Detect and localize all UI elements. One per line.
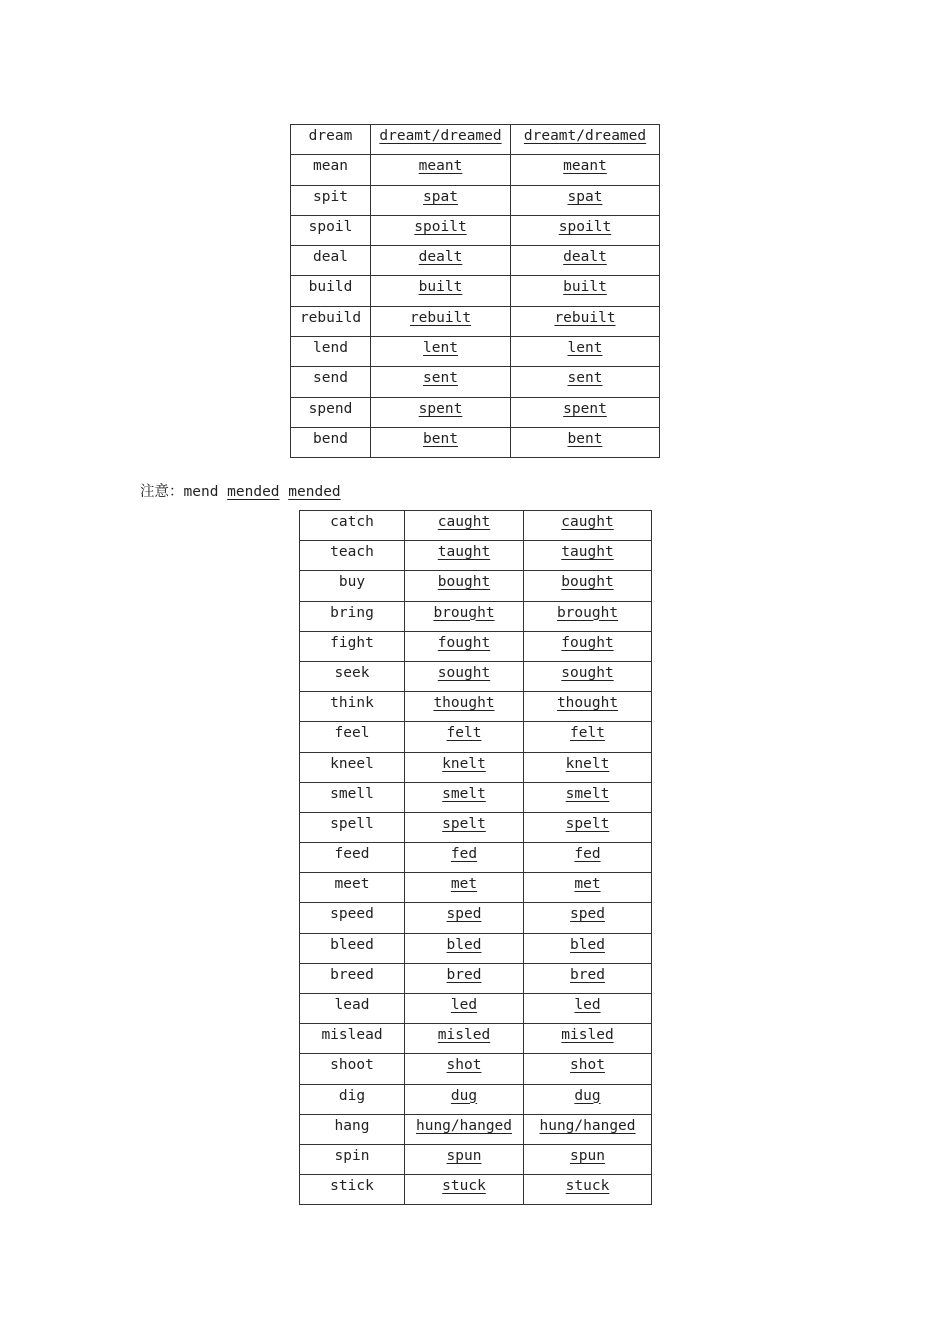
base-form-cell: think (300, 692, 405, 722)
past-participle-cell: knelt (524, 752, 652, 782)
base-form-cell: bring (300, 601, 405, 631)
past-participle-cell: thought (524, 692, 652, 722)
past-tense-cell: bred (405, 963, 524, 993)
past-participle-cell: bent (511, 427, 660, 457)
base-form-cell: rebuild (291, 306, 371, 336)
past-participle-cell: built (511, 276, 660, 306)
table-row (300, 692, 652, 722)
past-participle-cell: dealt (511, 246, 660, 276)
table-row (291, 367, 660, 397)
base-form-cell: kneel (300, 752, 405, 782)
past-tense-cell: dug (405, 1084, 524, 1114)
base-form-cell: shoot (300, 1054, 405, 1084)
irregular-verbs-table-1 (290, 124, 660, 458)
table-row (300, 1054, 652, 1084)
past-tense-cell: fed (405, 843, 524, 873)
past-tense-cell: shot (405, 1054, 524, 1084)
table-row (300, 1175, 652, 1205)
table-row (300, 601, 652, 631)
base-form-cell: stick (300, 1175, 405, 1205)
past-tense-cell: spat (371, 185, 511, 215)
past-participle-cell: met (524, 873, 652, 903)
past-tense-cell: hung/hanged (405, 1114, 524, 1144)
table-row (300, 1084, 652, 1114)
table-row (300, 782, 652, 812)
table-row (300, 511, 652, 541)
past-participle-cell: hung/hanged (524, 1114, 652, 1144)
base-form-cell: bleed (300, 933, 405, 963)
base-form-cell: mean (291, 155, 371, 185)
note-past-tense: mended (227, 484, 280, 500)
base-form-cell: feed (300, 843, 405, 873)
past-tense-cell: led (405, 994, 524, 1024)
table-row (300, 963, 652, 993)
base-form-cell: spit (291, 185, 371, 215)
table-row (291, 276, 660, 306)
base-form-cell: bend (291, 427, 371, 457)
base-form-cell: spell (300, 812, 405, 842)
past-participle-cell: spelt (524, 812, 652, 842)
base-form-cell: dream (291, 125, 371, 155)
past-participle-cell: dreamt/dreamed (511, 125, 660, 155)
table-row (300, 1144, 652, 1174)
past-tense-cell: bled (405, 933, 524, 963)
table-row (291, 337, 660, 367)
base-form-cell: smell (300, 782, 405, 812)
past-tense-cell: met (405, 873, 524, 903)
past-participle-cell: brought (524, 601, 652, 631)
past-tense-cell: dealt (371, 246, 511, 276)
table-row (291, 397, 660, 427)
table-row (291, 185, 660, 215)
table-row (300, 994, 652, 1024)
table-row (300, 631, 652, 661)
past-participle-cell: fought (524, 631, 652, 661)
past-participle-cell: spent (511, 397, 660, 427)
base-form-cell: lend (291, 337, 371, 367)
base-form-cell: lead (300, 994, 405, 1024)
base-form-cell: spin (300, 1144, 405, 1174)
note-base-form: mend (183, 484, 219, 500)
base-form-cell: speed (300, 903, 405, 933)
past-tense-cell: rebuilt (371, 306, 511, 336)
past-tense-cell: misled (405, 1024, 524, 1054)
table-row (300, 933, 652, 963)
base-form-cell: mislead (300, 1024, 405, 1054)
past-tense-cell: bent (371, 427, 511, 457)
past-tense-cell: spoilt (371, 215, 511, 245)
base-form-cell: buy (300, 571, 405, 601)
table-row (300, 752, 652, 782)
past-participle-cell: bought (524, 571, 652, 601)
past-participle-cell: caught (524, 511, 652, 541)
table-row (300, 1114, 652, 1144)
past-tense-cell: sent (371, 367, 511, 397)
table-row (291, 246, 660, 276)
past-participle-cell: spun (524, 1144, 652, 1174)
table-row (291, 427, 660, 457)
past-participle-cell: fed (524, 843, 652, 873)
past-tense-cell: bought (405, 571, 524, 601)
past-participle-cell: shot (524, 1054, 652, 1084)
base-form-cell: catch (300, 511, 405, 541)
table-row (300, 843, 652, 873)
base-form-cell: build (291, 276, 371, 306)
table-row (291, 125, 660, 155)
past-tense-cell: dreamt/dreamed (371, 125, 511, 155)
base-form-cell: breed (300, 963, 405, 993)
base-form-cell: feel (300, 722, 405, 752)
past-participle-cell: bled (524, 933, 652, 963)
table-row (300, 541, 652, 571)
base-form-cell: deal (291, 246, 371, 276)
past-tense-cell: taught (405, 541, 524, 571)
past-tense-cell: sped (405, 903, 524, 933)
base-form-cell: send (291, 367, 371, 397)
past-tense-cell: thought (405, 692, 524, 722)
base-form-cell: meet (300, 873, 405, 903)
table-row (300, 661, 652, 691)
past-participle-cell: sent (511, 367, 660, 397)
note-line (140, 482, 341, 502)
past-participle-cell: meant (511, 155, 660, 185)
past-participle-cell: bred (524, 963, 652, 993)
past-tense-cell: caught (405, 511, 524, 541)
past-tense-cell: lent (371, 337, 511, 367)
table-row (300, 812, 652, 842)
past-participle-cell: led (524, 994, 652, 1024)
note-label: 注意： (140, 484, 184, 500)
table-row (300, 571, 652, 601)
past-participle-cell: stuck (524, 1175, 652, 1205)
past-participle-cell: rebuilt (511, 306, 660, 336)
past-tense-cell: spent (371, 397, 511, 427)
base-form-cell: dig (300, 1084, 405, 1114)
past-tense-cell: knelt (405, 752, 524, 782)
base-form-cell: spoil (291, 215, 371, 245)
past-tense-cell: sought (405, 661, 524, 691)
past-participle-cell: lent (511, 337, 660, 367)
table-row (291, 306, 660, 336)
table-row (300, 873, 652, 903)
past-participle-cell: misled (524, 1024, 652, 1054)
past-tense-cell: spun (405, 1144, 524, 1174)
past-tense-cell: felt (405, 722, 524, 752)
past-tense-cell: stuck (405, 1175, 524, 1205)
past-participle-cell: felt (524, 722, 652, 752)
past-tense-cell: built (371, 276, 511, 306)
table-row (300, 903, 652, 933)
base-form-cell: teach (300, 541, 405, 571)
table-row (291, 215, 660, 245)
past-tense-cell: brought (405, 601, 524, 631)
irregular-verbs-table-2 (299, 510, 652, 1205)
past-tense-cell: fought (405, 631, 524, 661)
base-form-cell: fight (300, 631, 405, 661)
past-participle-cell: smelt (524, 782, 652, 812)
note-past-participle: mended (288, 484, 341, 500)
past-participle-cell: sought (524, 661, 652, 691)
past-participle-cell: sped (524, 903, 652, 933)
past-tense-cell: spelt (405, 812, 524, 842)
table-body (291, 125, 660, 458)
past-participle-cell: taught (524, 541, 652, 571)
past-participle-cell: dug (524, 1084, 652, 1114)
past-tense-cell: meant (371, 155, 511, 185)
table-body (300, 511, 652, 1205)
table-row (300, 722, 652, 752)
table-row (300, 1024, 652, 1054)
base-form-cell: spend (291, 397, 371, 427)
table-row (291, 155, 660, 185)
past-tense-cell: smelt (405, 782, 524, 812)
base-form-cell: seek (300, 661, 405, 691)
base-form-cell: hang (300, 1114, 405, 1144)
past-participle-cell: spat (511, 185, 660, 215)
past-participle-cell: spoilt (511, 215, 660, 245)
